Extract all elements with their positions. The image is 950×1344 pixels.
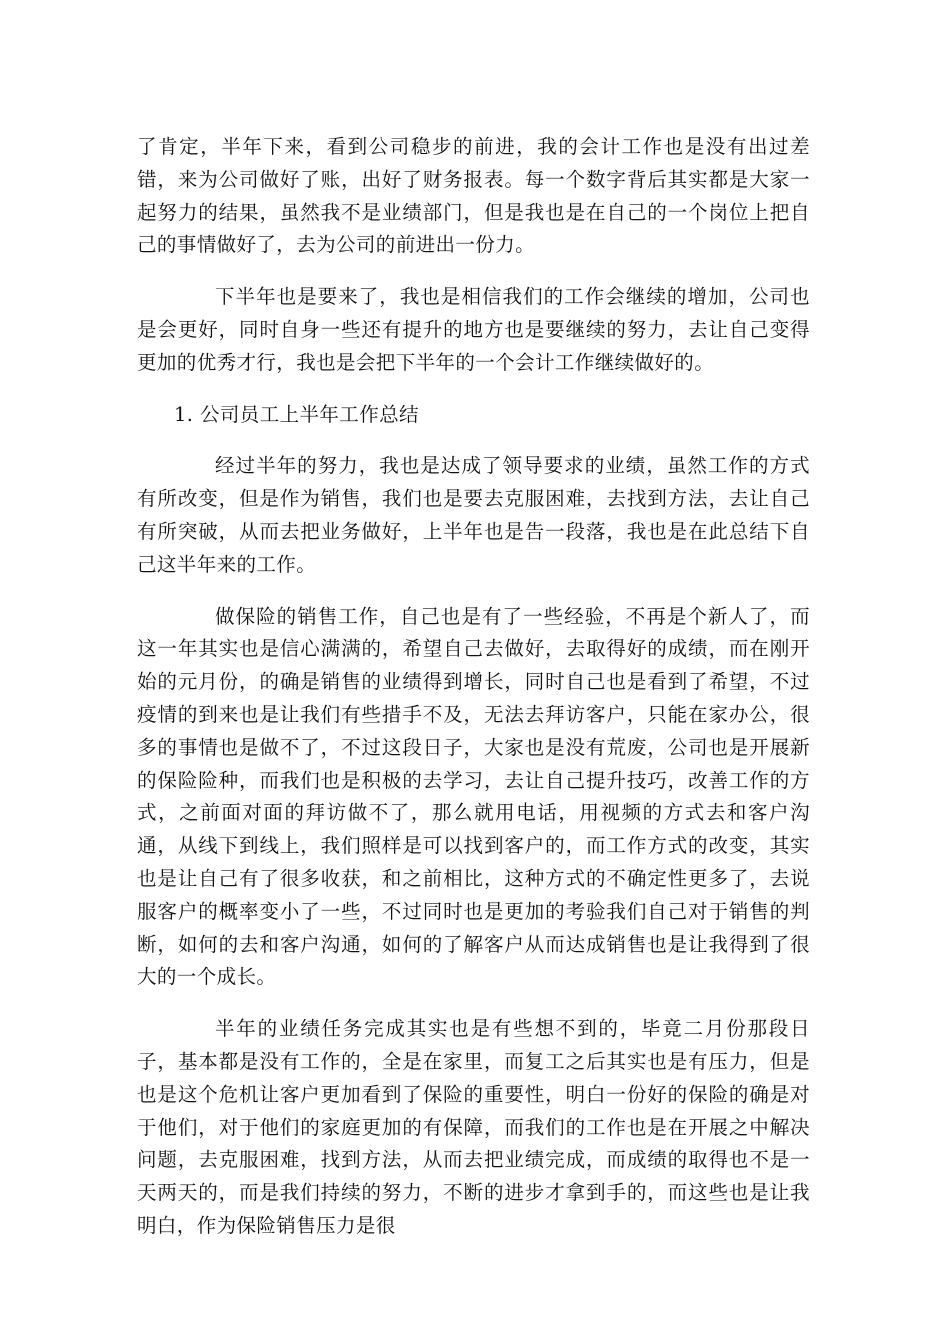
paragraph-performance-completion: 半年的业绩任务完成其实也是有些想不到的，毕竟二月份那段日子，基本都是没有工作的，全是在家里，而复工之后其实也是有压力，但是也是这个危机让客户更加看到了保险的重要性，明白一份好的保险的确是对于他们，对于他们的家庭更加的有保障，而我们的工作也是在开展之中解决问题，去克服困难，找到方法，从而去把业绩完成，而成绩的取得也不是一天两天的，而是我们持续的努力，不断的进步才拿到手的，而这些也是让我明白，作为保险销售压力是很: [137, 1017, 810, 1237]
document-page: [137, 131, 810, 1262]
paragraph-second-half-outlook: 下半年也是要来了，我也是相信我们的工作会继续的增加，公司也是会更好，同时自身一些还有提升的地方也是要继续的努力，去让自己变得更加的优秀才行，我也是会把下半年的一个会计工作继续做好的。: [137, 285, 810, 374]
paragraph-sales-intro: 经过半年的努力，我也是达成了领导要求的业绩，虽然工作的方式有所改变，但是作为销售，我们也是要去克服困难，去找到方法，去让自己有所突破，从而去把业务做好，上半年也是告一段落，我也是在此总结下自己这半年来的工作。: [137, 454, 810, 576]
section-heading: 1. 公司员工上半年工作总结: [174, 402, 419, 426]
paragraph-accounting-continuation: 了肯定，半年下来，看到公司稳步的前进，我的会计工作也是没有出过差错，来为公司做好了账，出好了财务报表。每一个数字背后其实都是大家一起努力的结果，虽然我不是业绩部门，但是我也是在自己的一个岗位上把自己的事情做好了，去为公司的前进出一份力。: [137, 135, 810, 257]
paragraph-insurance-sales-experience: 做保险的销售工作，自己也是有了一些经验，不再是个新人了，而这一年其实也是信心满满的，希望自己去做好，去取得好的成绩，而在刚开始的元月份，的确是销售的业绩得到增长，同时自己也是看到了希望，不过疫情的到来也是让我们有些措手不及，无法去拜访客户，只能在家办公，很多的事情也是做不了，不过这段日子，大家也是没有荒废，公司也是开展新的保险险种，而我们也是积极的去学习，去让自己提升技巧，改善工作的方式，之前面对面的拜访做不了，那么就用电话，用视频的方式去和客户沟通，从线下到线上，我们照样是可以找到客户的，而工作方式的改变，其实也是让自己有了很多收获，和之前相比，这种方式的不确定性更多了，去说服客户的概率变小了一些，不过同时也是更加的考验我们自己对于销售的判断，如何的去和客户沟通，如何的了解客户从而达成销售也是让我得到了很大的一个成长。: [137, 604, 810, 989]
